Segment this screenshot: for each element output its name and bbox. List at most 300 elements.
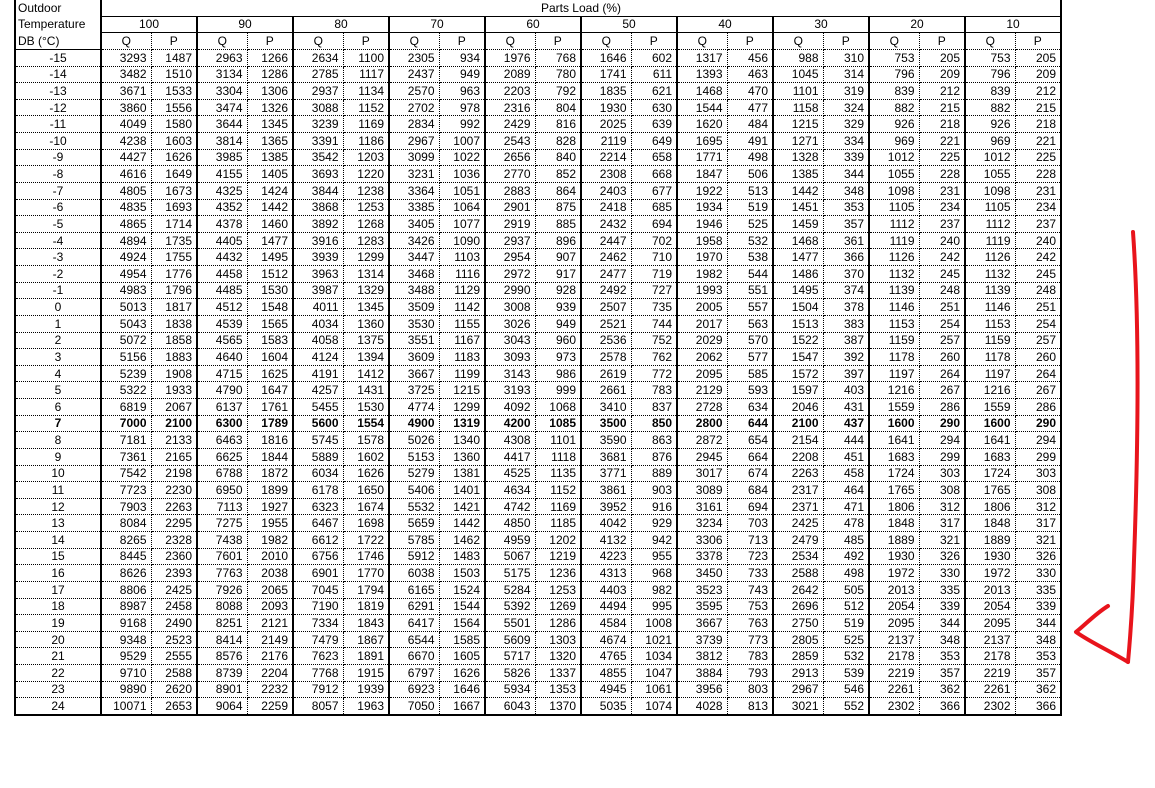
q-cell: 2062 bbox=[677, 349, 727, 366]
p-cell: 2360 bbox=[151, 548, 197, 565]
p-cell: 344 bbox=[919, 615, 965, 632]
p-cell: 330 bbox=[919, 565, 965, 582]
q-cell: 8084 bbox=[101, 515, 151, 532]
table-row bbox=[15, 448, 1061, 465]
p-cell: 1421 bbox=[439, 498, 485, 515]
p-cell: 1605 bbox=[439, 648, 485, 665]
q-cell: 3892 bbox=[293, 216, 343, 233]
table-row bbox=[15, 665, 1061, 682]
q-cell: 8739 bbox=[197, 665, 247, 682]
p-cell: 896 bbox=[535, 232, 581, 249]
table-row bbox=[15, 199, 1061, 216]
q-cell: 9890 bbox=[101, 681, 151, 698]
p-cell: 1915 bbox=[343, 665, 389, 682]
p-cell: 1746 bbox=[343, 548, 389, 565]
p-cell: 719 bbox=[631, 266, 677, 283]
q-cell: 6467 bbox=[293, 515, 343, 532]
q-cell: 3671 bbox=[101, 83, 151, 100]
p-cell: 212 bbox=[1015, 83, 1061, 100]
temperature-cell: 19 bbox=[15, 615, 101, 632]
p-cell: 218 bbox=[919, 116, 965, 133]
p-cell: 654 bbox=[727, 432, 773, 449]
p-cell: 251 bbox=[1015, 299, 1061, 316]
p-cell: 852 bbox=[535, 166, 581, 183]
q-cell: 8626 bbox=[101, 565, 151, 582]
temperature-cell: 13 bbox=[15, 515, 101, 532]
q-cell: 1098 bbox=[965, 182, 1015, 199]
q-cell: 5659 bbox=[389, 515, 439, 532]
p-cell: 863 bbox=[631, 432, 677, 449]
q-cell: 882 bbox=[965, 99, 1015, 116]
p-header: P bbox=[823, 33, 869, 50]
q-cell: 3542 bbox=[293, 149, 343, 166]
p-cell: 290 bbox=[1015, 415, 1061, 432]
p-cell: 317 bbox=[919, 515, 965, 532]
q-cell: 2418 bbox=[581, 199, 631, 216]
q-cell: 4634 bbox=[485, 482, 535, 499]
p-cell: 532 bbox=[823, 648, 869, 665]
q-cell: 1972 bbox=[965, 565, 1015, 582]
p-cell: 2133 bbox=[151, 432, 197, 449]
p-cell: 1755 bbox=[151, 249, 197, 266]
q-cell: 4042 bbox=[581, 515, 631, 532]
q-cell: 2119 bbox=[581, 133, 631, 150]
p-cell: 1074 bbox=[631, 698, 677, 715]
q-cell: 4458 bbox=[197, 266, 247, 283]
p-cell: 630 bbox=[631, 99, 677, 116]
p-cell: 362 bbox=[919, 681, 965, 698]
p-cell: 1303 bbox=[535, 631, 581, 648]
q-cell: 3916 bbox=[293, 232, 343, 249]
table-row bbox=[15, 282, 1061, 299]
q-cell: 2770 bbox=[485, 166, 535, 183]
q-cell: 1930 bbox=[965, 548, 1015, 565]
q-cell: 6417 bbox=[389, 615, 439, 632]
q-cell: 8251 bbox=[197, 615, 247, 632]
temperature-cell: 12 bbox=[15, 498, 101, 515]
q-cell: 2302 bbox=[965, 698, 1015, 715]
p-cell: 928 bbox=[535, 282, 581, 299]
q-cell: 2477 bbox=[581, 266, 631, 283]
q-cell: 2834 bbox=[389, 116, 439, 133]
p-cell: 470 bbox=[727, 83, 773, 100]
p-cell: 1770 bbox=[343, 565, 389, 582]
p-cell: 992 bbox=[439, 116, 485, 133]
p-cell: 840 bbox=[535, 149, 581, 166]
table-row bbox=[15, 498, 1061, 515]
table-row bbox=[15, 182, 1061, 199]
p-cell: 2230 bbox=[151, 482, 197, 499]
q-cell: 6819 bbox=[101, 399, 151, 416]
p-cell: 205 bbox=[1015, 49, 1061, 66]
q-cell: 7438 bbox=[197, 532, 247, 549]
table-row bbox=[15, 415, 1061, 432]
q-cell: 3231 bbox=[389, 166, 439, 183]
p-cell: 357 bbox=[1015, 665, 1061, 682]
p-cell: 1583 bbox=[247, 332, 293, 349]
p-cell: 1360 bbox=[343, 315, 389, 332]
p-cell: 1036 bbox=[439, 166, 485, 183]
q-cell: 2219 bbox=[869, 665, 919, 682]
p-cell: 903 bbox=[631, 482, 677, 499]
table-row bbox=[15, 116, 1061, 133]
p-cell: 1167 bbox=[439, 332, 485, 349]
q-cell: 2972 bbox=[485, 266, 535, 283]
p-cell: 1556 bbox=[151, 99, 197, 116]
p-cell: 2490 bbox=[151, 615, 197, 632]
p-cell: 1883 bbox=[151, 349, 197, 366]
q-cell: 1600 bbox=[869, 415, 919, 432]
q-cell: 4124 bbox=[293, 349, 343, 366]
p-cell: 294 bbox=[919, 432, 965, 449]
q-cell: 5392 bbox=[485, 598, 535, 615]
p-cell: 221 bbox=[919, 133, 965, 150]
p-cell: 1219 bbox=[535, 548, 581, 565]
q-cell: 3450 bbox=[677, 565, 727, 582]
p-cell: 212 bbox=[919, 83, 965, 100]
p-cell: 1649 bbox=[151, 166, 197, 183]
p-cell: 231 bbox=[919, 182, 965, 199]
p-cell: 344 bbox=[823, 166, 869, 183]
temperature-cell: 5 bbox=[15, 382, 101, 399]
q-cell: 3530 bbox=[389, 315, 439, 332]
p-cell: 1462 bbox=[439, 532, 485, 549]
q-cell: 1215 bbox=[773, 116, 823, 133]
q-header: Q bbox=[485, 33, 535, 50]
q-cell: 1197 bbox=[869, 365, 919, 382]
p-cell: 1306 bbox=[247, 83, 293, 100]
p-cell: 1253 bbox=[343, 199, 389, 216]
q-cell: 2029 bbox=[677, 332, 727, 349]
q-cell: 1146 bbox=[965, 299, 1015, 316]
p-cell: 973 bbox=[535, 349, 581, 366]
p-cell: 1565 bbox=[247, 315, 293, 332]
p-cell: 1135 bbox=[535, 465, 581, 482]
p-cell: 1007 bbox=[439, 133, 485, 150]
p-header: P bbox=[439, 33, 485, 50]
q-cell: 3304 bbox=[197, 83, 247, 100]
p-cell: 1819 bbox=[343, 598, 389, 615]
p-cell: 1939 bbox=[343, 681, 389, 698]
p-cell: 577 bbox=[727, 349, 773, 366]
q-cell: 2619 bbox=[581, 365, 631, 382]
q-cell: 6137 bbox=[197, 399, 247, 416]
p-cell: 1337 bbox=[535, 665, 581, 682]
q-cell: 1126 bbox=[869, 249, 919, 266]
table-row bbox=[15, 249, 1061, 266]
q-cell: 2261 bbox=[965, 681, 1015, 698]
q-cell: 6670 bbox=[389, 648, 439, 665]
q-cell: 10071 bbox=[101, 698, 151, 715]
p-cell: 621 bbox=[631, 83, 677, 100]
p-cell: 1077 bbox=[439, 216, 485, 233]
q-cell: 2570 bbox=[389, 83, 439, 100]
p-cell: 1512 bbox=[247, 266, 293, 283]
q-cell: 1646 bbox=[581, 49, 631, 66]
q-cell: 6756 bbox=[293, 548, 343, 565]
q-cell: 3551 bbox=[389, 332, 439, 349]
p-cell: 366 bbox=[823, 249, 869, 266]
p-cell: 1794 bbox=[343, 581, 389, 598]
q-cell: 7275 bbox=[197, 515, 247, 532]
q-cell: 2100 bbox=[773, 415, 823, 432]
p-cell: 563 bbox=[727, 315, 773, 332]
p-cell: 611 bbox=[631, 66, 677, 83]
q-cell: 1393 bbox=[677, 66, 727, 83]
p-header: P bbox=[727, 33, 773, 50]
q-cell: 1982 bbox=[677, 266, 727, 283]
table-row bbox=[15, 166, 1061, 183]
p-cell: 228 bbox=[1015, 166, 1061, 183]
q-cell: 4790 bbox=[197, 382, 247, 399]
q-cell: 3089 bbox=[677, 482, 727, 499]
q-cell: 2137 bbox=[965, 631, 1015, 648]
p-cell: 752 bbox=[631, 332, 677, 349]
p-cell: 593 bbox=[727, 382, 773, 399]
p-header: P bbox=[151, 33, 197, 50]
q-cell: 2702 bbox=[389, 99, 439, 116]
p-cell: 1626 bbox=[439, 665, 485, 682]
q-cell: 1513 bbox=[773, 315, 823, 332]
q-cell: 1835 bbox=[581, 83, 631, 100]
q-cell: 1930 bbox=[869, 548, 919, 565]
temperature-cell: -3 bbox=[15, 249, 101, 266]
p-cell: 710 bbox=[631, 249, 677, 266]
q-cell: 988 bbox=[773, 49, 823, 66]
p-cell: 225 bbox=[1015, 149, 1061, 166]
p-cell: 1286 bbox=[247, 66, 293, 83]
q-cell: 2963 bbox=[197, 49, 247, 66]
p-cell: 397 bbox=[823, 365, 869, 382]
p-cell: 1838 bbox=[151, 315, 197, 332]
p-cell: 245 bbox=[1015, 266, 1061, 283]
q-cell: 1695 bbox=[677, 133, 727, 150]
p-cell: 804 bbox=[535, 99, 581, 116]
p-cell: 1129 bbox=[439, 282, 485, 299]
p-cell: 2067 bbox=[151, 399, 197, 416]
p-cell: 803 bbox=[727, 681, 773, 698]
q-cell: 5455 bbox=[293, 399, 343, 416]
q-cell: 8901 bbox=[197, 681, 247, 698]
p-cell: 768 bbox=[535, 49, 581, 66]
p-cell: 1604 bbox=[247, 349, 293, 366]
q-cell: 5153 bbox=[389, 448, 439, 465]
p-cell: 1134 bbox=[343, 83, 389, 100]
p-cell: 1299 bbox=[439, 399, 485, 416]
p-cell: 837 bbox=[631, 399, 677, 416]
p-cell: 1424 bbox=[247, 182, 293, 199]
q-cell: 9348 bbox=[101, 631, 151, 648]
q-cell: 1970 bbox=[677, 249, 727, 266]
p-cell: 205 bbox=[919, 49, 965, 66]
p-cell: 1353 bbox=[535, 681, 581, 698]
q-cell: 1620 bbox=[677, 116, 727, 133]
q-cell: 1112 bbox=[965, 216, 1015, 233]
p-cell: 2620 bbox=[151, 681, 197, 698]
q-cell: 2534 bbox=[773, 548, 823, 565]
q-cell: 6463 bbox=[197, 432, 247, 449]
p-cell: 602 bbox=[631, 49, 677, 66]
q-cell: 5156 bbox=[101, 349, 151, 366]
table-row bbox=[15, 515, 1061, 532]
q-cell: 1972 bbox=[869, 565, 919, 582]
q-cell: 3405 bbox=[389, 216, 439, 233]
q-cell: 1197 bbox=[965, 365, 1015, 382]
p-cell: 1530 bbox=[343, 399, 389, 416]
q-cell: 1159 bbox=[965, 332, 1015, 349]
p-cell: 491 bbox=[727, 133, 773, 150]
temperature-cell: 20 bbox=[15, 631, 101, 648]
load-header: 90 bbox=[197, 16, 293, 33]
p-cell: 299 bbox=[919, 448, 965, 465]
table-row bbox=[15, 266, 1061, 283]
q-cell: 796 bbox=[869, 66, 919, 83]
q-cell: 4894 bbox=[101, 232, 151, 249]
q-cell: 4715 bbox=[197, 365, 247, 382]
q-cell: 1958 bbox=[677, 232, 727, 249]
p-cell: 1117 bbox=[343, 66, 389, 83]
q-cell: 2642 bbox=[773, 581, 823, 598]
p-cell: 218 bbox=[1015, 116, 1061, 133]
q-cell: 5067 bbox=[485, 548, 535, 565]
q-header: Q bbox=[581, 33, 631, 50]
q-cell: 8576 bbox=[197, 648, 247, 665]
q-cell: 3043 bbox=[485, 332, 535, 349]
p-cell: 885 bbox=[535, 216, 581, 233]
p-cell: 2259 bbox=[247, 698, 293, 715]
q-cell: 1317 bbox=[677, 49, 727, 66]
q-cell: 6901 bbox=[293, 565, 343, 582]
p-cell: 570 bbox=[727, 332, 773, 349]
p-cell: 2588 bbox=[151, 665, 197, 682]
q-cell: 4049 bbox=[101, 116, 151, 133]
p-cell: 1340 bbox=[439, 432, 485, 449]
q-cell: 8088 bbox=[197, 598, 247, 615]
table-row bbox=[15, 382, 1061, 399]
q-cell: 5501 bbox=[485, 615, 535, 632]
p-cell: 290 bbox=[919, 415, 965, 432]
q-cell: 1012 bbox=[965, 149, 1015, 166]
p-cell: 763 bbox=[727, 615, 773, 632]
row-label-line-2: Temperature bbox=[15, 16, 101, 33]
p-cell: 1051 bbox=[439, 182, 485, 199]
table-row bbox=[15, 631, 1061, 648]
q-cell: 1922 bbox=[677, 182, 727, 199]
q-cell: 2089 bbox=[485, 66, 535, 83]
q-cell: 5013 bbox=[101, 299, 151, 316]
p-cell: 1394 bbox=[343, 349, 389, 366]
q-cell: 1105 bbox=[869, 199, 919, 216]
q-cell: 7361 bbox=[101, 448, 151, 465]
p-cell: 1603 bbox=[151, 133, 197, 150]
q-cell: 3987 bbox=[293, 282, 343, 299]
q-cell: 9529 bbox=[101, 648, 151, 665]
p-cell: 743 bbox=[727, 581, 773, 598]
table-row bbox=[15, 615, 1061, 632]
q-cell: 3681 bbox=[581, 448, 631, 465]
p-cell: 1203 bbox=[343, 149, 389, 166]
p-cell: 264 bbox=[919, 365, 965, 382]
q-cell: 1495 bbox=[773, 282, 823, 299]
q-cell: 8987 bbox=[101, 598, 151, 615]
p-cell: 254 bbox=[1015, 315, 1061, 332]
p-cell: 245 bbox=[919, 266, 965, 283]
q-cell: 1055 bbox=[965, 166, 1015, 183]
q-cell: 4512 bbox=[197, 299, 247, 316]
q-cell: 6323 bbox=[293, 498, 343, 515]
p-cell: 463 bbox=[727, 66, 773, 83]
q-cell: 2219 bbox=[965, 665, 1015, 682]
p-cell: 294 bbox=[1015, 432, 1061, 449]
q-cell: 1477 bbox=[773, 249, 823, 266]
q-cell: 2403 bbox=[581, 182, 631, 199]
p-cell: 1843 bbox=[343, 615, 389, 632]
q-cell: 2095 bbox=[965, 615, 1015, 632]
q-cell: 1055 bbox=[869, 166, 919, 183]
p-cell: 348 bbox=[919, 631, 965, 648]
p-cell: 286 bbox=[919, 399, 965, 416]
q-cell: 6625 bbox=[197, 448, 247, 465]
q-cell: 1385 bbox=[773, 166, 823, 183]
q-cell: 6300 bbox=[197, 415, 247, 432]
q-cell: 1993 bbox=[677, 282, 727, 299]
p-cell: 875 bbox=[535, 199, 581, 216]
q-cell: 3963 bbox=[293, 266, 343, 283]
p-cell: 1698 bbox=[343, 515, 389, 532]
p-cell: 357 bbox=[823, 216, 869, 233]
q-cell: 3008 bbox=[485, 299, 535, 316]
p-cell: 1375 bbox=[343, 332, 389, 349]
temperature-cell: 4 bbox=[15, 365, 101, 382]
p-cell: 1238 bbox=[343, 182, 389, 199]
p-cell: 471 bbox=[823, 498, 869, 515]
p-cell: 231 bbox=[1015, 182, 1061, 199]
table-row bbox=[15, 465, 1061, 482]
q-cell: 7623 bbox=[293, 648, 343, 665]
q-cell: 5175 bbox=[485, 565, 535, 582]
q-cell: 4924 bbox=[101, 249, 151, 266]
p-cell: 674 bbox=[727, 465, 773, 482]
q-cell: 4525 bbox=[485, 465, 535, 482]
p-cell: 310 bbox=[823, 49, 869, 66]
p-cell: 1927 bbox=[247, 498, 293, 515]
q-cell: 4954 bbox=[101, 266, 151, 283]
p-cell: 403 bbox=[823, 382, 869, 399]
q-cell: 3939 bbox=[293, 249, 343, 266]
table-row bbox=[15, 432, 1061, 449]
q-cell: 4855 bbox=[581, 665, 631, 682]
row-label-line-3: DB (°C) bbox=[15, 33, 101, 50]
q-cell: 3609 bbox=[389, 349, 439, 366]
q-cell: 7190 bbox=[293, 598, 343, 615]
table-row bbox=[15, 232, 1061, 249]
q-cell: 2129 bbox=[677, 382, 727, 399]
q-cell: 2154 bbox=[773, 432, 823, 449]
q-cell: 3488 bbox=[389, 282, 439, 299]
p-cell: 329 bbox=[823, 116, 869, 133]
arrow-shaft bbox=[1128, 232, 1138, 662]
p-cell: 999 bbox=[535, 382, 581, 399]
q-cell: 4223 bbox=[581, 548, 631, 565]
q-cell: 1934 bbox=[677, 199, 727, 216]
p-cell: 702 bbox=[631, 232, 677, 249]
q-cell: 3667 bbox=[389, 365, 439, 382]
q-cell: 969 bbox=[869, 133, 919, 150]
q-cell: 5035 bbox=[581, 698, 631, 715]
p-cell: 348 bbox=[823, 182, 869, 199]
q-cell: 3364 bbox=[389, 182, 439, 199]
q-cell: 5406 bbox=[389, 482, 439, 499]
